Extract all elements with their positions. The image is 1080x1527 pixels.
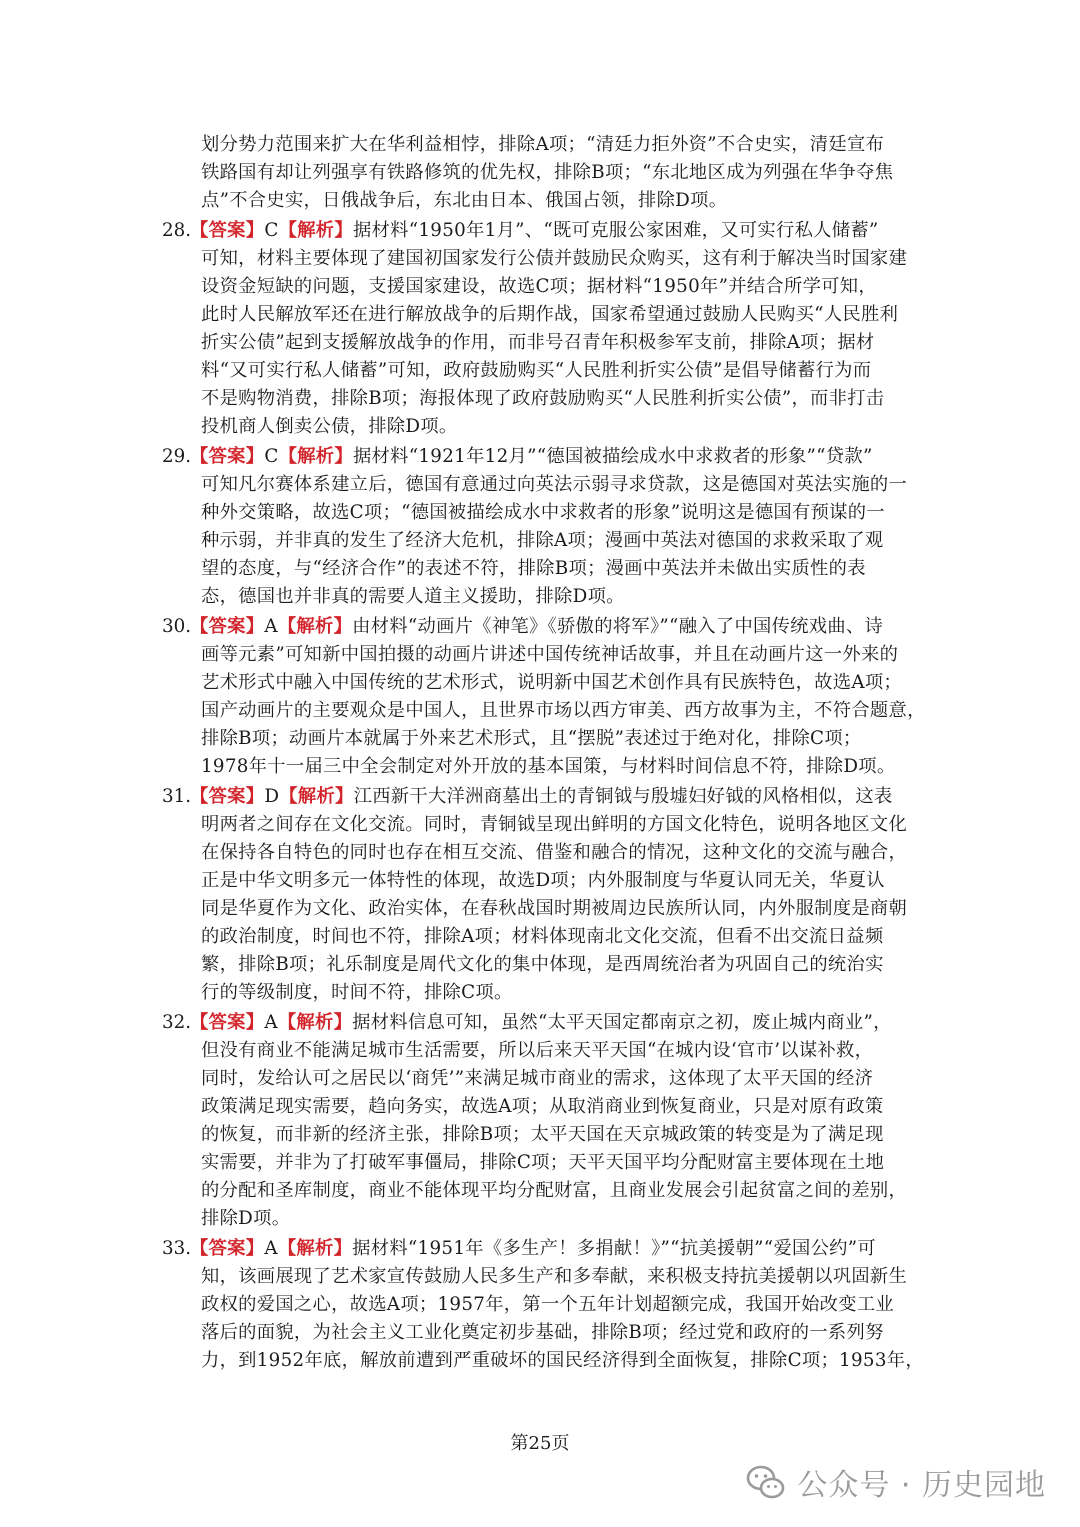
answer-letter: D [264, 786, 280, 807]
item-number: 30. [162, 616, 192, 637]
analysis-tag: 【解析】 [277, 616, 353, 637]
analysis-line: 折实公债”起到支援解放战争的作用，而非号召青年积极参军支前，排除A项；据材 [201, 332, 875, 353]
page-number: 第25页 [510, 1433, 570, 1454]
intro-line: 划分势力范围来扩大在华利益相悖，排除A项；“清廷力拒外资”不合史实，清廷宣布 [201, 134, 885, 155]
analysis-line: 同是华夏作为文化、政治实体，在春秋战国时期被周边民族所认同，内外服制度是商朝 [201, 898, 908, 919]
answer-letter: A [264, 1238, 278, 1259]
analysis-first-text: 据材料信息可知，虽然“太平天国定都南京之初，废止城内商业”， [352, 1012, 892, 1033]
item-number: 32. [162, 1012, 192, 1033]
analysis-line: 知，该画展现了艺术家宣传鼓励人民多生产和多奉献，来积极支持抗美援朝以巩固新生 [201, 1266, 908, 1287]
answer-letter: A [264, 616, 278, 637]
analysis-line: 可知凡尔赛体系建立后，德国有意通过向英法示弱寻求贷款，这是德国对英法实施的一 [201, 474, 908, 495]
analysis-first-text: 据材料“1951年《多生产！多捐献！》”“抗美援朝”“爱国公约”可 [352, 1238, 876, 1259]
item-number: 28. [162, 220, 192, 241]
analysis-line: 但没有商业不能满足城市生活需要，所以后来天平天国“在城内设‘官市’以谋补救， [201, 1040, 874, 1061]
analysis-line: 实需要，并非为了打破军事僵局，排除C项；天平天国平均分配财富主要体现在土地 [201, 1152, 885, 1173]
answer-letter: C [264, 220, 279, 241]
analysis-line: 料“又可实行私人储蓄”可知，政府鼓励购买“人民胜利折实公债”是倡导储蓄行为而 [201, 360, 872, 381]
analysis-tag: 【解析】 [278, 446, 353, 467]
analysis-line: 投机商人倒卖公债，排除D项。 [201, 416, 458, 437]
analysis-line: 国产动画片的主要观众是中国人，且世界市场以西方审美、西方故事为主，不符合题意， [201, 700, 926, 721]
answer-tag: 【答案】 [190, 616, 265, 637]
analysis-line: 画等元素”可知新中国拍摄的动画片讲述中国传统神话故事，并且在动画片这一外来的 [201, 644, 899, 665]
answer-tag: 【答案】 [190, 446, 265, 467]
analysis-first-text: 江西新干大洋洲商墓出土的青铜钺与殷墟妇好钺的风格相似，这表 [353, 786, 893, 807]
analysis-line: 种外交策略，故选C项；“德国被描绘成水中求救者的形象”说明这是德国有预谋的一 [201, 502, 885, 523]
analysis-line: 正是中华文明多元一体特性的体现，故选D项；内外服制度与华夏认同无关，华夏认 [201, 870, 885, 891]
item-first-line [190, 1236, 876, 1262]
item-first-line [190, 444, 873, 470]
analysis-line: 行的等级制度，时间不符，排除C项。 [201, 982, 513, 1003]
analysis-line: 的恢复，而非新的经济主张，排除B项；太平天国在天京城政策的转变是为了满足现 [201, 1124, 884, 1145]
analysis-first-text: 据材料“1950年1月”、“既可克服公家困难，又可实行私人储蓄” [352, 220, 879, 241]
analysis-line: 设资金短缺的问题，支援国家建设，故选C项；据材料“1950年”并结合所学可知， [201, 276, 877, 297]
analysis-first-text: 据材料“1921年12月”“德国被描绘成水中求救者的形象”“贷款” [352, 446, 873, 467]
item-first-line [190, 218, 879, 244]
analysis-line: 的分配和圣库制度，商业不能体现平均分配财富，且商业发展会引起贫富之间的差别， [201, 1180, 908, 1201]
item-number: 33. [162, 1238, 192, 1259]
wechat-icon [745, 1461, 787, 1503]
item-first-line [190, 784, 892, 810]
answer-tag: 【答案】 [190, 786, 265, 807]
analysis-line: 繁，排除B项；礼乐制度是周代文化的集中体现，是西周统治者为巩固自己的统治实 [201, 954, 884, 975]
analysis-line: 种示弱，并非真的发生了经济大危机，排除A项；漫画中英法对德国的求救采取了观 [201, 530, 884, 551]
item-number: 29. [162, 446, 192, 467]
watermark-text: 公众号 · 历史园地 [797, 1468, 1046, 1503]
analysis-tag: 【解析】 [277, 1012, 353, 1033]
answer-letter: A [264, 1012, 278, 1033]
analysis-line: 可知，材料主要体现了建国初国家发行公债并鼓励民众购买，这有利于解决当时国家建 [201, 248, 908, 269]
analysis-line: 不是购物消费，排除B项；海报体现了政府鼓励购买“人民胜利折实公债”，而非打击 [201, 388, 885, 409]
analysis-line: 明两者之间存在文化交流。同时，青铜钺呈现出鲜明的方国文化特色，说明各地区文化 [201, 814, 908, 835]
analysis-line: 政权的爱国之心，故选A项；1957年，第一个五年计划超额完成，我国开始改变工业 [201, 1294, 894, 1315]
analysis-line: 的政治制度，时间也不符，排除A项；材料体现南北文化交流，但看不出交流日益频 [201, 926, 884, 947]
analysis-line: 落后的面貌，为社会主义工业化奠定初步基础，排除B项；经过党和政府的一系列努 [201, 1322, 884, 1343]
answer-letter: C [264, 446, 279, 467]
analysis-tag: 【解析】 [277, 1238, 353, 1259]
answer-tag: 【答案】 [190, 1238, 265, 1259]
analysis-line: 力，到1952年底，解放前遭到严重破坏的国民经济得到全面恢复，排除C项；1953年， [201, 1350, 924, 1371]
analysis-line: 同时，发给认可之居民以‘商凭’”来满足城市商业的需求，这体现了太平天国的经济 [201, 1068, 874, 1089]
analysis-first-text: 由材料“动画片《神笔》《骄傲的将军》”“融入了中国传统戏曲、诗 [352, 616, 884, 637]
analysis-line: 态，德国也并非真的需要人道主义援助，排除D项。 [201, 586, 625, 607]
item-first-line [190, 614, 883, 640]
analysis-tag: 【解析】 [279, 786, 354, 807]
analysis-line: 排除D项。 [201, 1208, 291, 1229]
answer-tag: 【答案】 [190, 220, 265, 241]
intro-line: 铁路国有却让列强享有铁路修筑的优先权，排除B项；“东北地区成为列强在华争夺焦 [201, 162, 894, 183]
intro-line: 点”不合史实，日俄战争后，东北由日本、俄国占领，排除D项。 [201, 190, 728, 211]
analysis-line: 望的态度，与“经济合作”的表述不符，排除B项；漫画中英法并未做出实质性的表 [201, 558, 866, 579]
analysis-line: 此时人民解放军还在进行解放战争的后期作战，国家希望通过鼓励人民购买“人民胜利 [201, 304, 899, 325]
watermark [745, 1460, 1046, 1504]
item-number: 31. [162, 786, 192, 807]
item-first-line [190, 1010, 892, 1036]
analysis-tag: 【解析】 [278, 220, 353, 241]
analysis-line: 1978年十一届三中全会制定对外开放的基本国策，与材料时间信息不符，排除D项。 [201, 756, 896, 777]
analysis-line: 在保持各自特色的同时也存在相互交流、借鉴和融合的情况，这种文化的交流与融合， [201, 842, 908, 863]
analysis-line: 政策满足现实需要，趋向务实，故选A项；从取消商业到恢复商业，只是对原有政策 [201, 1096, 884, 1117]
answer-tag: 【答案】 [190, 1012, 265, 1033]
analysis-line: 艺术形式中融入中国传统的艺术形式，说明新中国艺术创作具有民族特色，故选A项； [201, 672, 903, 693]
analysis-line: 排除B项；动画片本就属于外来艺术形式，且“摆脱”表述过于绝对化，排除C项； [201, 728, 862, 749]
